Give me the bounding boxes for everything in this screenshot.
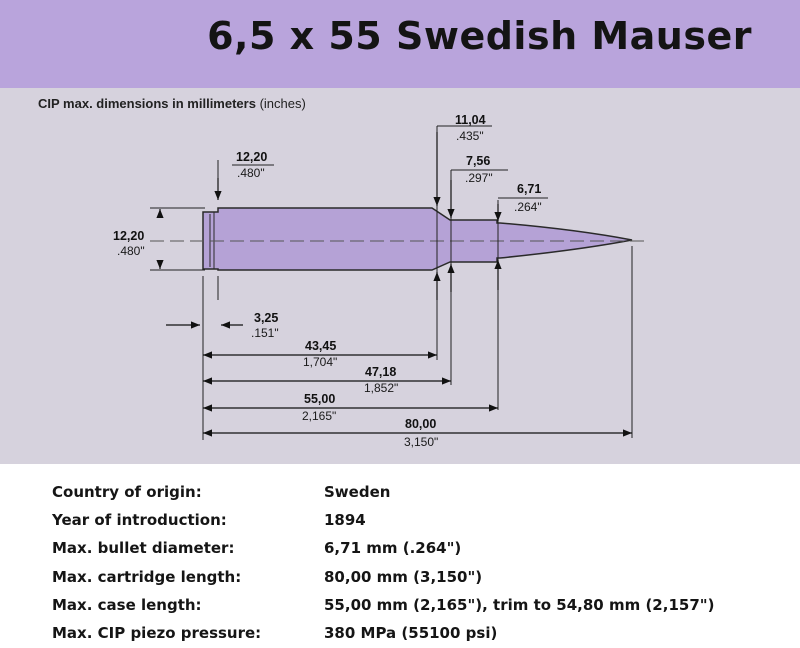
spec-label: Max. CIP piezo pressure: bbox=[52, 624, 262, 643]
spec-value: 6,71 mm (.264") bbox=[324, 539, 462, 558]
rim-diameter-mm: 12,20 bbox=[236, 150, 268, 164]
bullet-diameter-in: .264" bbox=[514, 200, 542, 214]
length-to-shoulder-mm: 43,45 bbox=[305, 339, 337, 353]
spec-value: Sweden bbox=[324, 483, 391, 502]
spec-label: Year of introduction: bbox=[52, 511, 227, 530]
overall-length-in: 3,150" bbox=[404, 435, 439, 449]
spec-row-bullet-diameter bbox=[52, 534, 714, 562]
spec-label: Country of origin: bbox=[52, 483, 202, 502]
spec-label: Max. bullet diameter: bbox=[52, 539, 235, 558]
diagram-subtitle bbox=[38, 96, 306, 111]
neck-diameter-in: .297" bbox=[465, 171, 493, 185]
subtitle-units: (inches) bbox=[259, 96, 306, 111]
neck-diameter-mm: 7,56 bbox=[466, 154, 491, 168]
spec-row-case-length bbox=[52, 591, 714, 619]
base-diameter-in: .480" bbox=[117, 244, 145, 258]
spec-row-year bbox=[52, 506, 714, 534]
length-to-neck-mm: 47,18 bbox=[365, 365, 397, 379]
rim-thickness-in: .151" bbox=[251, 326, 279, 340]
spec-value: 80,00 mm (3,150") bbox=[324, 567, 483, 586]
rim-diameter-in: .480" bbox=[237, 166, 265, 180]
case-length-in: 2,165" bbox=[302, 409, 337, 423]
shoulder-diameter-in: .435" bbox=[456, 129, 484, 143]
page-title: 6,5 x 55 Swedish Mauser bbox=[207, 14, 752, 58]
spec-value: 380 MPa (55100 psi) bbox=[324, 624, 498, 643]
spec-label: Max. cartridge length: bbox=[52, 567, 242, 586]
overall-length-mm: 80,00 bbox=[405, 417, 437, 431]
spec-value: 55,00 mm (2,165"), trim to 54,80 mm (2,157") bbox=[324, 595, 715, 614]
base-diameter-mm: 12,20 bbox=[113, 229, 145, 243]
spec-row-country bbox=[52, 478, 714, 506]
bullet-diameter-mm: 6,71 bbox=[517, 182, 542, 196]
subtitle-main: CIP max. dimensions in millimeters bbox=[38, 96, 256, 111]
case-length-mm: 55,00 bbox=[304, 392, 336, 406]
spec-row-pressure bbox=[52, 619, 714, 647]
length-to-shoulder-in: 1,704" bbox=[303, 355, 338, 369]
specs-panel bbox=[0, 464, 800, 648]
spec-label: Max. case length: bbox=[52, 595, 202, 614]
cartridge-outline bbox=[203, 208, 632, 270]
rim-thickness-mm: 3,25 bbox=[254, 311, 279, 325]
spec-row-cartridge-length bbox=[52, 563, 714, 591]
shoulder-diameter-mm: 11,04 bbox=[455, 113, 486, 127]
length-to-neck-in: 1,852" bbox=[364, 381, 399, 395]
spec-table bbox=[52, 478, 714, 647]
spec-value: 1894 bbox=[324, 511, 366, 530]
